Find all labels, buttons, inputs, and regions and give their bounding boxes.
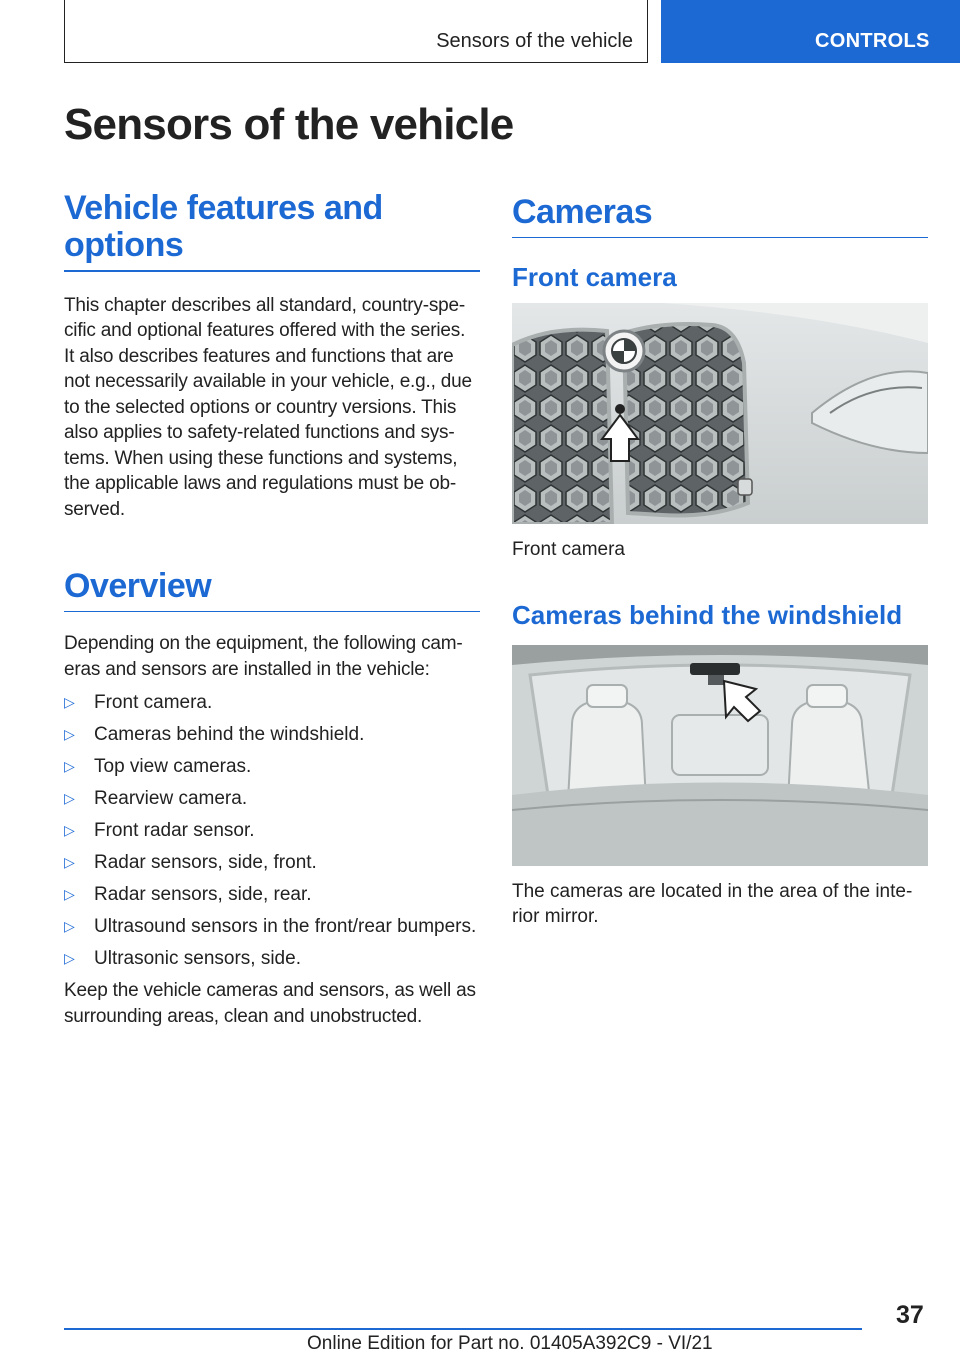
left-column xyxy=(64,190,480,1029)
features-body: This chapter describes all standard, country-spe-cific and optional features offered with the series. It also describes features and functions that are not necessarily available in your vehicle, e.g., due to the selected options or country versions. This also applies to safety-related functions and sys-tems. When using these functions and systems, the applicable laws and regulations must be ob-served. xyxy=(64,294,472,520)
front-camera-image xyxy=(512,303,928,524)
right-column xyxy=(512,190,928,930)
windshield-cameras-caption: The cameras are located in the area of the inte-rior mirror. xyxy=(512,880,913,927)
front-grille-illustration xyxy=(512,303,928,524)
overview-intro: Depending on the equipment, the following cam-eras and sensors are installed in the vehicle: xyxy=(64,633,463,680)
list-item: ▷ Cameras behind the windshield. xyxy=(64,724,365,745)
list-item: ▷ Ultrasound sensors in the front/rear bumpers. xyxy=(64,916,477,937)
windshield-cameras-image xyxy=(512,645,928,866)
cameras-heading: Cameras xyxy=(512,190,928,238)
front-camera-heading: Front camera xyxy=(512,262,677,292)
header-chapter-label: CONTROLS xyxy=(815,30,930,52)
list-item: ▷ Radar sensors, side, rear. xyxy=(64,884,312,905)
bullet-triangle-icon: ▷ xyxy=(64,918,75,934)
cabin-interior-illustration xyxy=(512,645,928,866)
bullet-triangle-icon: ▷ xyxy=(64,694,75,710)
header-box xyxy=(64,0,648,63)
footer-edition: Online Edition for Part no. 01405A392C9 - VI/21 xyxy=(307,1333,713,1354)
bullet-triangle-icon: ▷ xyxy=(64,854,75,870)
bullet-triangle-icon: ▷ xyxy=(64,822,75,838)
page-number: 37 xyxy=(896,1301,924,1329)
windshield-cameras-heading: Cameras behind the windshield xyxy=(512,599,903,630)
footer-divider xyxy=(64,1328,862,1330)
front-camera-caption: Front camera xyxy=(512,539,625,560)
list-item: ▷ Front radar sensor. xyxy=(64,820,255,841)
list-item: ▷ Radar sensors, side, front. xyxy=(64,852,317,873)
list-item: ▷ Ultrasonic sensors, side. xyxy=(64,948,301,969)
header-section-title: Sensors of the vehicle xyxy=(436,30,633,52)
overview-heading: Overview xyxy=(64,568,480,612)
bullet-triangle-icon: ▷ xyxy=(64,790,75,806)
page-title: Sensors of the vehicle xyxy=(64,100,514,149)
header-chapter-tab[interactable] xyxy=(661,0,960,63)
list-item: ▷ Front camera. xyxy=(64,692,213,713)
bullet-triangle-icon: ▷ xyxy=(64,886,75,902)
bullet-triangle-icon: ▷ xyxy=(64,726,75,742)
sensor-list xyxy=(64,690,480,971)
list-item: ▷ Rearview camera. xyxy=(64,788,248,809)
overview-outro: Keep the vehicle cameras and sensors, as well as surrounding areas, clean and unobstructed. xyxy=(64,980,476,1027)
bullet-triangle-icon: ▷ xyxy=(64,758,75,774)
list-item: ▷ Top view cameras. xyxy=(64,756,252,777)
features-heading: Vehicle features and options xyxy=(64,189,383,264)
bullet-triangle-icon: ▷ xyxy=(64,950,75,966)
